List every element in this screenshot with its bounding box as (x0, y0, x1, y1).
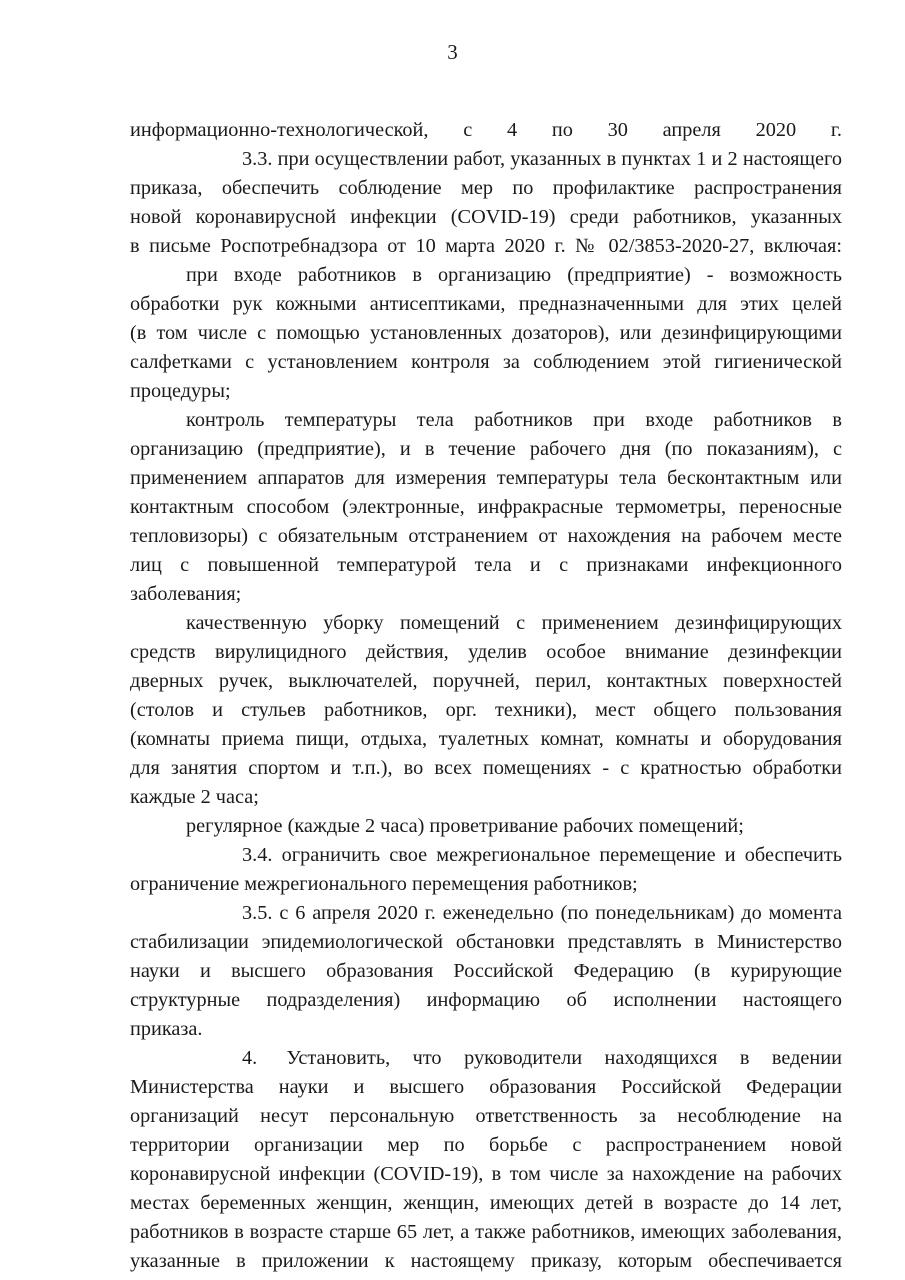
measure-cleaning-line: дверных ручек, выключателей, поручней, перил, контактных поверхностей (130, 670, 842, 692)
document-body (130, 116, 842, 1276)
clause-3-3-line: приказа, обеспечить соблюдение мер по профилактике распространения (130, 177, 842, 199)
measure-hand-treatment-line: процедуры; (130, 380, 231, 402)
clause-4-line: организаций несут персональную ответственность за несоблюдение на (130, 1105, 842, 1127)
measure-temperature-line: контактным способом (электронные, инфракрасные термометры, переносные (130, 496, 842, 518)
measure-temperature-line: тепловизоры) с обязательным отстранением от нахождения на рабочем месте (130, 525, 842, 547)
measure-hand-treatment-line: при входе работников в организацию (предприятие) - возможность (186, 264, 842, 286)
clause-4-line: указанные в приложении к настоящему приказу, которым обеспечивается (130, 1250, 842, 1272)
measure-cleaning-line: качественную уборку помещений с применением дезинфицирующих (186, 612, 842, 634)
clause-4-line: 4. Установить, что руководители находящихся в ведении (130, 1044, 842, 1073)
clause-4-line: местах беременных женщин, женщин, имеющих детей в возрасте до 14 лет, (130, 1192, 842, 1214)
clause-number: 3.4. (242, 844, 273, 866)
page-number: 3 (447, 40, 458, 64)
measure-cleaning-line: для занятия спортом и т.п.), во всех помещениях - с кратностью обработки (130, 757, 842, 779)
measure-temperature-line: контроль температуры тела работников при входе работников в (186, 409, 842, 431)
clause-3-5-line: приказа. (130, 1018, 203, 1040)
clause-4-line: работников в возрасте старше 65 лет, а также работников, имеющих заболевания, (130, 1221, 842, 1243)
measure-cleaning-line: средств вирулицидного действия, уделив особое внимание дезинфекции (130, 641, 842, 663)
measure-temperature-line: заболевания; (130, 583, 242, 605)
clause-3-5-line: стабилизации эпидемиологической обстановки представлять в Министерство (130, 931, 842, 953)
clause-3-3-line: в письме Роспотребнадзора от 10 марта 2020 г. № 02/3853-2020-27, включая: (130, 235, 842, 257)
clause-4-line: коронавирусной инфекции (COVID-19), в том числе за нахождение на рабочих (130, 1163, 842, 1185)
clause-3-5-line: 3.5. с 6 апреля 2020 г. еженедельно (по понедельникам) до момента (130, 899, 842, 928)
clause-3-4-line: ограничение межрегионального перемещения работников; (130, 873, 638, 895)
clause-3-4-line: 3.4. ограничить свое межрегиональное перемещение и обеспечить (130, 841, 842, 870)
measure-hand-treatment-line: обработки рук кожными антисептиками, предназначенными для этих целей (130, 293, 842, 315)
clause-3-3-line: новой коронавирусной инфекции (COVID-19) среди работников, указанных (130, 206, 842, 228)
clause-3-5-line: науки и высшего образования Российской Федерацию (в курирующие (130, 960, 842, 982)
measure-temperature-line: организацию (предприятие), и в течение рабочего дня (по показаниям), с (130, 438, 842, 460)
clause-number: 3.5. (242, 902, 273, 924)
measure-temperature-line: применением аппаратов для измерения температуры тела бесконтактным или (130, 467, 842, 489)
clause-4-line: Министерства науки и высшего образования Российской Федерации (130, 1076, 842, 1098)
measure-hand-treatment-line: салфетками с установлением контроля за соблюдением этой гигиенической (130, 351, 842, 373)
clause-number: 4. (242, 1047, 258, 1069)
clause-3-5-line: структурные подразделения) информацию об исполнении настоящего (130, 989, 842, 1011)
measure-ventilation-line: регулярное (каждые 2 часа) проветривание рабочих помещений; (186, 815, 744, 837)
measure-temperature-line: лиц с повышенной температурой тела и с признаками инфекционного (130, 554, 842, 576)
clause-3-3-line: 3.3. при осуществлении работ, указанных в пунктах 1 и 2 настоящего (130, 145, 842, 174)
measure-cleaning-line: (столов и стульев работников, орг. техники), мест общего пользования (130, 699, 842, 721)
measure-cleaning-line: (комнаты приема пищи, отдыха, туалетных комнат, комнаты и оборудования (130, 728, 842, 750)
clause-number: 3.3. (242, 148, 273, 170)
measure-hand-treatment-line: (в том числе с помощью установленных дозаторов), или дезинфицирующими (130, 322, 842, 344)
clause-4-line: территории организации мер по борьбе с распространением новой (130, 1134, 842, 1156)
paragraph-continuation: информационно-технологической, с 4 по 30 апреля 2020 г. (130, 119, 842, 141)
measure-cleaning-line: каждые 2 часа; (130, 786, 259, 808)
